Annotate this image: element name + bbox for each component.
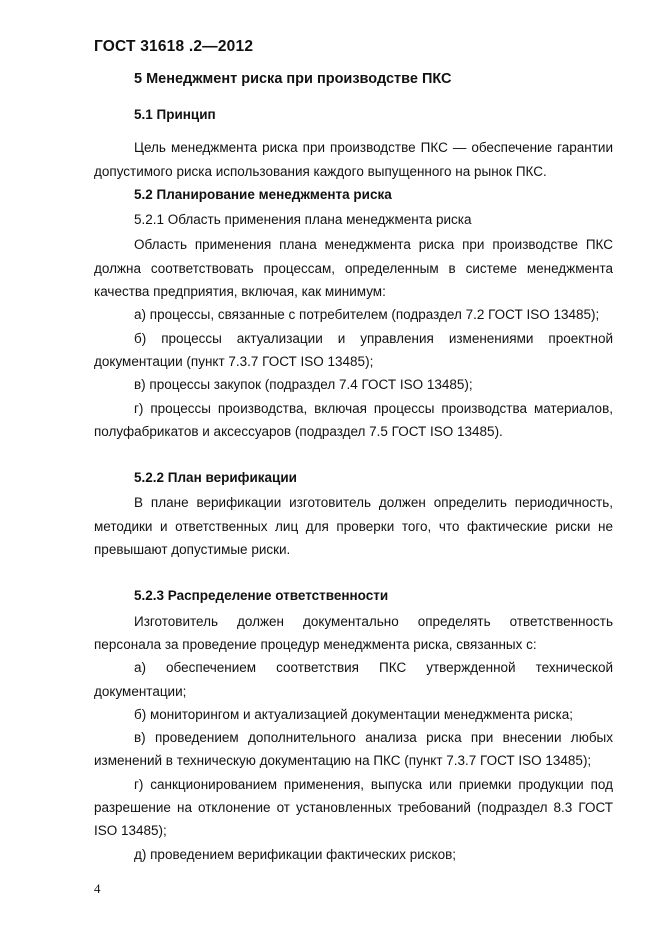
- paragraph-5-2-2-text: В плане верификации изготовитель должен определить периодичность, методики и ответственных лиц для проверки того, что фактические риски не превышают допустимые риски.: [94, 495, 613, 558]
- list-item-g: г) процессы производства, включая процессы производства материалов, полуфабрикатов и аксессуаров (подраздел 7.5 ГОСТ ISO 13485).: [94, 400, 613, 439]
- responsibility-item-a: а) обеспечением соответствия ПКС утвержденной технической документации;: [94, 660, 613, 699]
- responsibility-item-d: д) проведением верификации фактических рисков;: [134, 846, 457, 862]
- paragraph-5-1-text: Цель менеджмента риска при производстве ПКС — обеспечение гарантии допустимого риска использования каждого выпущенного на рынок ПКС.: [94, 140, 613, 179]
- page-number: 4: [94, 881, 101, 896]
- list-item-a: а) процессы, связанные с потребителем (подраздел 7.2 ГОСТ ISO 13485);: [134, 307, 600, 323]
- list-item-b: б) процессы актуализации и управления изменениями проектной документации (пункт 7.3.7 ГОСТ ISO 13485);: [94, 330, 613, 369]
- responsibility-item-v: в) проведением дополнительного анализа риска при внесении любых изменений в техническую документацию на ПКС (пункт 7.3.7 ГОСТ ISO 13485);: [94, 730, 613, 769]
- paragraph-5-2-3-text: Изготовитель должен документально определять ответственность персонала за проведение процедур менеджмента риска, связанных с:: [94, 613, 613, 652]
- paragraph-5-2-1-text: Область применения плана менеджмента риска при производстве ПКС должна соответствовать процессам, определенным в системе менеджмента качества предприятия, включая, как минимум:: [94, 237, 613, 300]
- subsection-5-1-heading: 5.1 Принцип: [134, 107, 216, 122]
- responsibility-item-g: г) санкционированием применения, выпуска или приемки продукции под разрешение на отклонение от установленных требований (подраздел 8.3 ГОСТ ISO 13485);: [94, 776, 613, 839]
- subsection-5-2-3-heading: 5.2.3 Распределение ответственности: [134, 588, 389, 604]
- standard-code-header: ГОСТ 31618 .2—2012: [94, 38, 254, 55]
- section-5-title: 5 Менеджмент риска при производстве ПКС: [134, 71, 452, 87]
- document-body: [94, 103, 613, 866]
- list-item-v: в) процессы закупок (подраздел 7.4 ГОСТ ISO 13485);: [134, 377, 473, 393]
- subsection-5-2-1-heading: 5.2.1 Область применения плана менеджмента риска: [134, 212, 472, 228]
- subsection-5-2-heading: 5.2 Планирование менеджмента риска: [134, 186, 392, 202]
- responsibility-item-b: б) мониторингом и актуализацией документации менеджмента риска;: [134, 706, 574, 722]
- subsection-5-2-2-heading: 5.2.2 План верификации: [134, 470, 297, 486]
